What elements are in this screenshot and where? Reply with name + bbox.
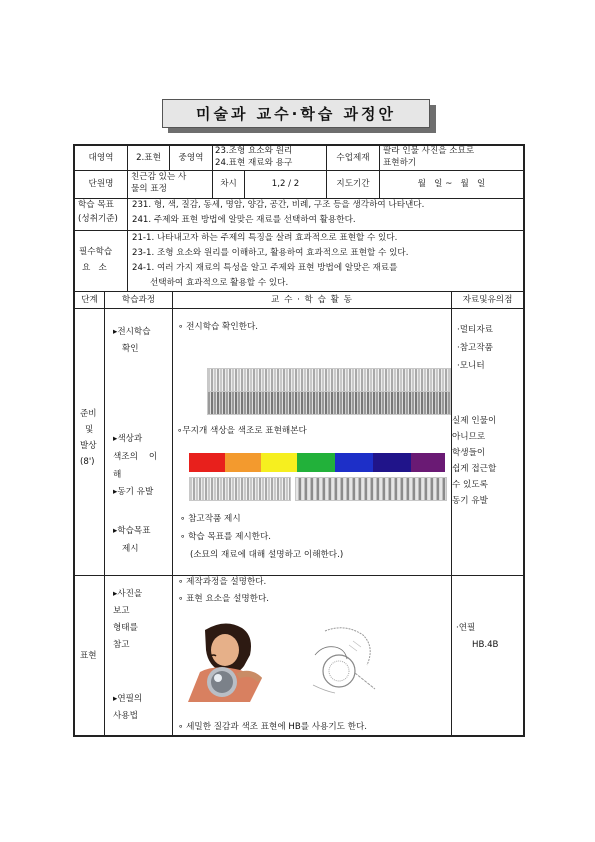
- note-line: 쉽게 접근할: [452, 464, 497, 474]
- process-color-3: 해: [113, 470, 122, 480]
- required-label-2: 요 소: [82, 263, 107, 273]
- tone-strip-right: [295, 477, 447, 501]
- unit-label: 단원명: [88, 179, 114, 189]
- goals-label-1: 학습 목표: [78, 200, 114, 210]
- process-photo-2: 보고: [113, 606, 130, 616]
- process-color-2: 색조의 이: [113, 452, 158, 462]
- duration-value: 월 일 ~ 월 일: [417, 179, 486, 189]
- process-color-1: ▸색상과: [113, 434, 143, 444]
- period-label: 차시: [220, 179, 237, 189]
- stage-2-label: 표현: [80, 651, 97, 661]
- note-line: 동기 유발: [452, 496, 488, 506]
- stage-1-label-line: 준비: [80, 409, 97, 419]
- resource-monitor: ·모니터: [457, 361, 485, 371]
- stage-1-label-line: 발상: [80, 441, 97, 451]
- process-goal-2: 제시: [122, 544, 139, 554]
- jungyeongyeok-value-1: 23.조형 요소와 원리: [215, 146, 293, 156]
- required-line-1: 21-1. 나타내고자 하는 주제의 특징을 살려 효과적으로 표현할 수 있다.: [132, 233, 398, 243]
- activity-process: ∘ 제작과정을 설명한다.: [178, 577, 267, 587]
- note-line: 학생들이: [452, 448, 486, 458]
- activity-elements: ∘ 표현 요소을 설명한다.: [178, 594, 270, 604]
- note-line: 수 있도록: [452, 480, 488, 490]
- resource-reference-works: ·참고작품: [457, 343, 493, 353]
- subject-label: 수업제재: [336, 152, 370, 163]
- jungyeongyeok-label: 중영역: [178, 152, 204, 163]
- duration-label: 지도기간: [336, 179, 370, 189]
- daeyeongyeok-value: 2.표현: [136, 152, 161, 163]
- header-resources: 자료및유의점: [462, 294, 513, 305]
- daeyeongyeok-label: 대영역: [88, 152, 114, 163]
- resource-multimedia: ·멀티자료: [457, 325, 493, 335]
- goal-line-2: 241. 주제와 표현 방법에 알맞은 재료를 선택하여 활용한다.: [132, 215, 356, 225]
- pencil-sketch: [305, 625, 383, 697]
- activity-goal: ∘ 학습 목표를 제시한다.: [180, 532, 272, 542]
- rainbow-indigo: [373, 453, 411, 472]
- process-photo-3: 형태를: [113, 623, 138, 633]
- activity-rainbow: ∘무지개 색상을 색조로 표현해본다: [177, 426, 307, 436]
- reference-photo: [180, 620, 280, 702]
- rainbow-red: [189, 453, 225, 472]
- rainbow-orange: [225, 453, 261, 472]
- process-motivation: ▸동기 유발: [113, 487, 154, 497]
- title-banner: [162, 99, 430, 130]
- rainbow-color-bar: [189, 453, 445, 472]
- subject-value-2: 표현하기: [383, 158, 417, 168]
- header-stage: 단계: [81, 294, 98, 305]
- tone-strip-left: [189, 477, 291, 501]
- page-title: 미술과 교수·학습 과정안: [162, 99, 430, 128]
- rainbow-yellow: [261, 453, 297, 472]
- required-label-1: 필수학습: [79, 247, 113, 257]
- note-line: 실제 인물이: [452, 416, 497, 426]
- jungyeongyeok-value-2: 24.표현 재료와 용구: [215, 158, 293, 168]
- rainbow-green: [297, 453, 335, 472]
- rainbow-blue: [335, 453, 373, 472]
- activity-goal-note: (소묘의 재료에 대해 설명하고 이해한다.): [190, 550, 344, 560]
- stage-1-label-line: 및: [85, 425, 94, 435]
- stage-1-label-line: (8'): [80, 457, 95, 467]
- activity-reference: ∘ 참고작품 제시: [180, 514, 241, 524]
- activity-hb-note: ∘ 세밀한 질감과 색조 표현에 HB를 사용기도 한다.: [178, 722, 368, 732]
- subject-value-1: 팔라 인물 사진을 소묘로: [383, 146, 475, 156]
- tone-gradient-strip-1: [207, 368, 451, 392]
- process-review-1: ▸전시학습: [113, 327, 151, 337]
- process-photo-1: ▸사진을: [113, 589, 143, 599]
- unit-value-2: 물의 표정: [131, 184, 167, 194]
- rainbow-violet: [411, 453, 445, 472]
- process-pencil-2: 사용법: [113, 711, 138, 721]
- activity-review: ∘ 전시학습 확인한다.: [178, 322, 258, 332]
- process-goal-1: ▸학습목표: [113, 526, 151, 536]
- goal-line-1: 231. 형, 색, 질감, 동세, 명암, 양감, 공간, 비례, 구조 등을 생각하여 나타낸다.: [132, 200, 425, 210]
- header-process: 학습과정: [121, 294, 156, 305]
- process-photo-4: 참고: [113, 640, 130, 650]
- unit-value-1: 친근감 있는 사: [131, 172, 187, 182]
- required-line-2: 23-1. 조형 요소와 원리를 이해하고, 활용하여 효과적으로 표현할 수 있다.: [132, 248, 409, 258]
- note-line: 아니므로: [452, 432, 486, 442]
- required-line-3: 24-1. 여러 가지 재료의 특성을 알고 주제와 표현 방법에 알맞은 재료를: [132, 263, 398, 273]
- period-value: 1,2 / 2: [271, 179, 300, 189]
- process-pencil-1: ▸연필의: [113, 694, 143, 704]
- resource-pencil: ·연필: [456, 623, 476, 633]
- header-activity: 교 수 · 학 습 활 동: [271, 294, 353, 305]
- process-review-2: 확인: [122, 344, 139, 354]
- required-line-4: 선택하여 효과적으로 활용할 수 있다.: [150, 278, 289, 288]
- resource-pencil-grades: HB.4B: [472, 640, 499, 650]
- goals-label-2: (성취기준): [78, 214, 118, 224]
- tone-gradient-strip-2: [207, 391, 451, 415]
